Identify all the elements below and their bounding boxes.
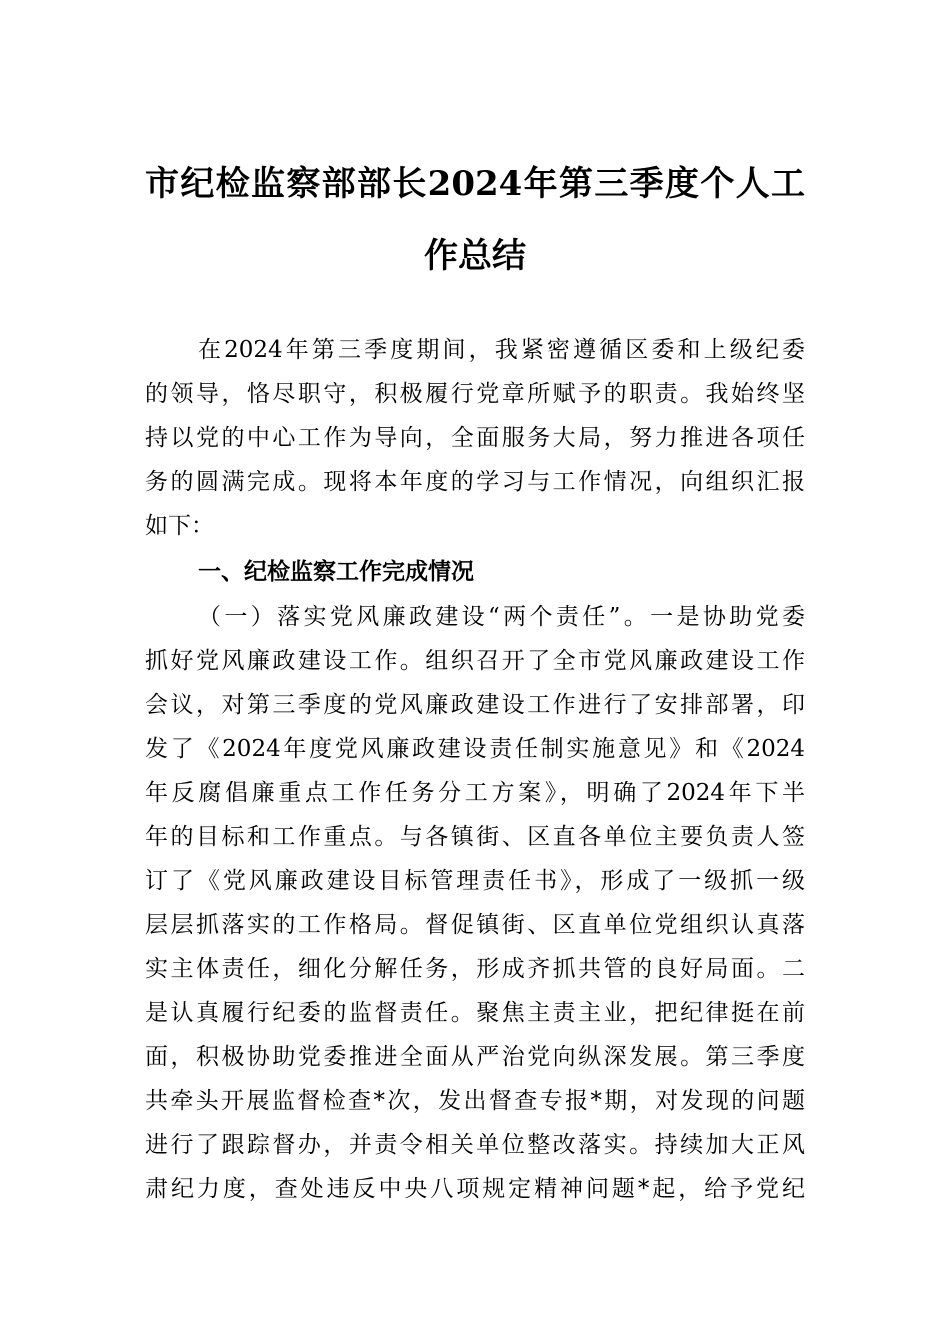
text-line: 面，积极协助党委推进全面从严治党向纵深发展。第三季度 — [145, 1044, 805, 1070]
text-line: 进行了跟踪督办，并责令相关单位整改落实。持续加大正风 — [145, 1132, 805, 1158]
text-line: 发了《2024年度党风廉政建设责任制实施意见》和《2024 — [145, 736, 805, 762]
text-line: 层层抓落实的工作格局。督促镇街、区直单位党组织认真落 — [145, 912, 805, 938]
text-line: 务的圆满完成。现将本年度的学习与工作情况，向组织汇报 — [145, 469, 805, 495]
text-line: 共牵头开展监督检查*次，发出督查专报*期，对发现的问题 — [145, 1088, 805, 1114]
text-line: 持以党的中心工作为导向，全面服务大局，努力推进各项任 — [145, 425, 805, 451]
text-line: 肃纪力度，查处违反中央八项规定精神问题*起，给予党纪 — [145, 1176, 805, 1202]
document-title-line-2: 作总结 — [424, 236, 526, 276]
text-line: 抓好党风廉政建设工作。组织召开了全市党风廉政建设工作 — [145, 648, 805, 674]
text-line: 是认真履行纪委的监督责任。聚焦主责主业，把纪律挺在前 — [145, 1000, 805, 1026]
text-line: 会议，对第三季度的党风廉政建设工作进行了安排部署，印 — [145, 692, 805, 718]
section-paragraph — [145, 595, 805, 1211]
text-line: 年反腐倡廉重点工作任务分工方案》，明确了2024年下半 — [145, 780, 805, 806]
intro-paragraph — [145, 328, 805, 548]
text-line: 实主体责任，细化分解任务，形成齐抓共管的良好局面。二 — [145, 956, 805, 982]
text-line: 订了《党风廉政建设目标管理责任书》，形成了一级抓一级 — [145, 868, 805, 894]
text-line: 的领导，恪尽职守，积极履行党章所赋予的职责。我始终坚 — [145, 381, 805, 407]
text-line: 在2024年第三季度期间，我紧密遵循区委和上级纪委 — [198, 337, 805, 363]
section-heading: 一、纪检监察工作完成情况 — [198, 558, 474, 585]
text-line: 如下： — [145, 513, 214, 539]
document-body — [145, 328, 805, 1211]
document-title-line-1: 市纪检监察部部长2024年第三季度个人工 — [145, 164, 805, 204]
text-line: 年的目标和工作重点。与各镇街、区直各单位主要负责人签 — [145, 824, 805, 850]
text-line: （一）落实党风廉政建设“两个责任”。一是协助党委 — [198, 604, 805, 630]
